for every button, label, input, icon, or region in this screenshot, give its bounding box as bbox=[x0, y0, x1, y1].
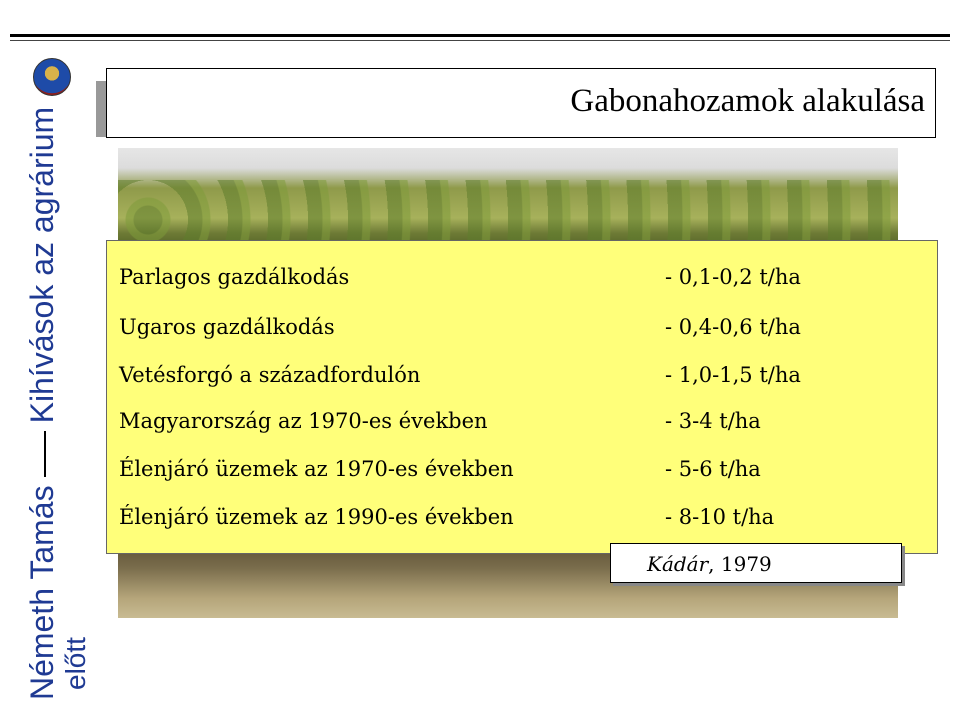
yield-row bbox=[119, 265, 929, 299]
yield-label: Magyarország az 1970-es években bbox=[119, 409, 488, 433]
top-divider bbox=[10, 34, 950, 37]
yield-row bbox=[119, 505, 929, 539]
top-divider-thin bbox=[10, 40, 950, 41]
citation-box bbox=[610, 543, 902, 583]
sidebar-author: Németh Tamás bbox=[24, 485, 60, 700]
yield-label: Ugaros gazdálkodás bbox=[119, 315, 335, 339]
yield-row bbox=[119, 315, 929, 349]
photo-treeline bbox=[118, 180, 898, 240]
yield-value: - 3-4 t/ha bbox=[665, 409, 761, 433]
yield-row bbox=[119, 363, 929, 397]
university-logo-icon bbox=[33, 58, 71, 96]
yield-value: - 5-6 t/ha bbox=[665, 457, 761, 481]
sidebar bbox=[0, 0, 91, 720]
citation-year: , 1979 bbox=[708, 552, 772, 576]
citation-author: Kádár bbox=[647, 552, 709, 576]
sidebar-title bbox=[26, 107, 58, 700]
sidebar-subtitle-continued: előtt bbox=[60, 637, 91, 690]
yield-value: - 0,4-0,6 t/ha bbox=[665, 315, 801, 339]
sidebar-subtitle: Kihívások az agrárium bbox=[24, 106, 60, 424]
yield-label: Élenjáró üzemek az 1990-es években bbox=[119, 505, 514, 529]
yield-value: - 0,1-0,2 t/ha bbox=[665, 265, 801, 289]
yield-value: - 1,0-1,5 t/ha bbox=[665, 363, 801, 387]
yield-row bbox=[119, 457, 929, 491]
yield-label: Vetésforgó a századfordulón bbox=[119, 363, 421, 387]
yield-row bbox=[119, 409, 929, 443]
title-box bbox=[106, 68, 936, 138]
yield-label: Élenjáró üzemek az 1970-es években bbox=[119, 457, 514, 481]
citation-text bbox=[647, 552, 772, 576]
yield-value: - 8-10 t/ha bbox=[665, 505, 775, 529]
slide-title: Gabonahozamok alakulása bbox=[570, 83, 925, 119]
yield-label: Parlagos gazdálkodás bbox=[119, 265, 350, 289]
yield-panel bbox=[106, 240, 938, 554]
sidebar-dash bbox=[44, 431, 46, 477]
